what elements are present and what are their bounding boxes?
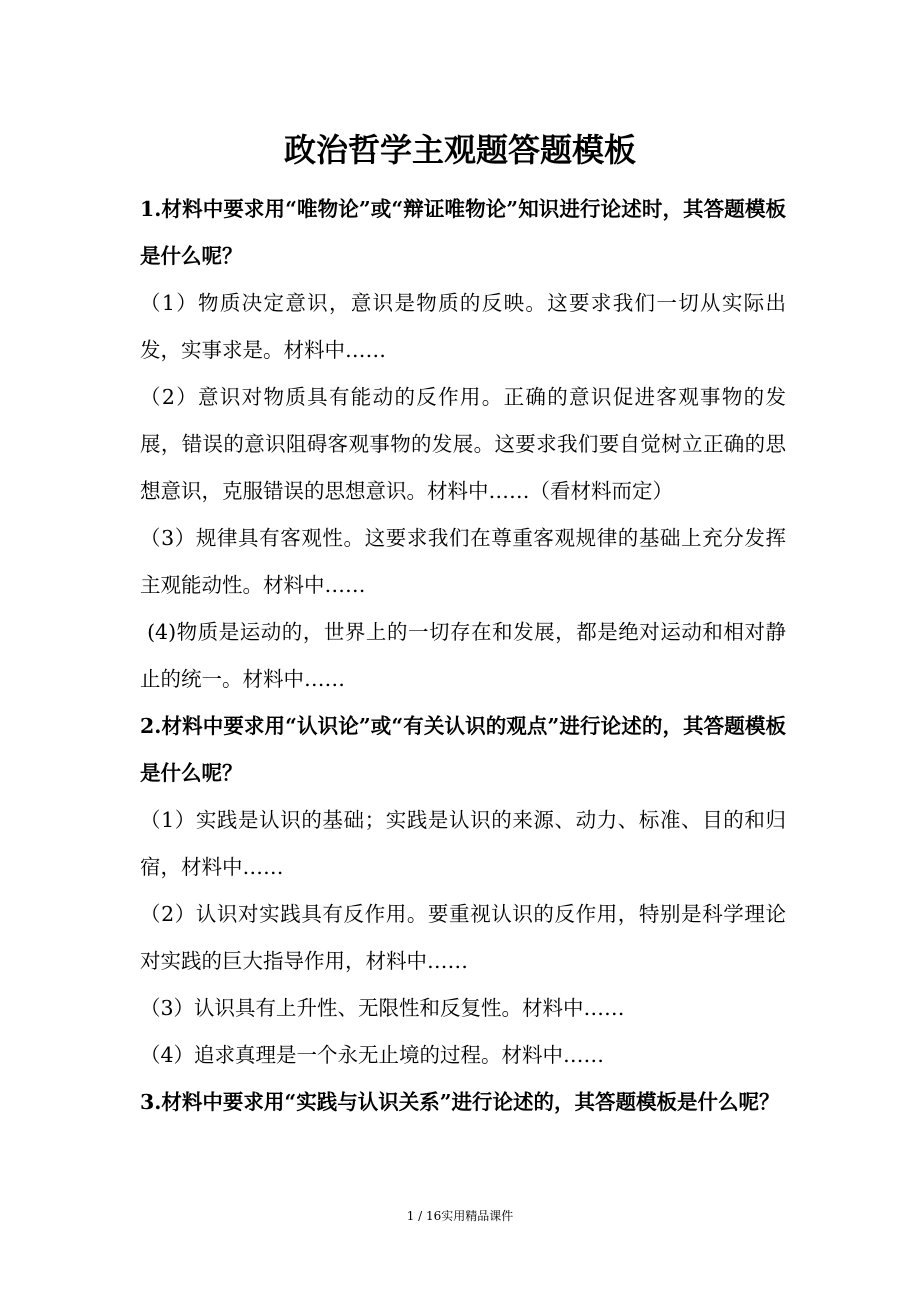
document-title: 政治哲学主观题答题模板	[283, 131, 636, 169]
answer-2-4: （4）追求真理是一个永无止境的过程。材料中……	[140, 1043, 605, 1067]
answer-1-4: (4)物质是运动的，世界上的一切存在和发展，都是绝对运动和相对静止的统一。材料中……	[140, 620, 786, 691]
answer-1-2: （2）意识对物质具有能动的反作用。正确的意识促进客观事物的发展，错误的意识阻碍客观事物的发展。这要求我们要自觉树立正确的思想意识，克服错误的思想意识。材料中……（看材料而定）	[140, 385, 786, 503]
answer-1-1: （1）物质决定意识，意识是物质的反映。这要求我们一切从实际出发，实事求是。材料中……	[140, 291, 786, 362]
question-1: 1.材料中要求用“唯物论”或“辩证唯物论”知识进行论述时，其答题模板是什么呢？	[140, 197, 786, 268]
question-2: 2.材料中要求用“认识论”或“有关认识的观点”进行论述的，其答题模板是什么呢？	[140, 714, 786, 785]
answer-2-3: （3）认识具有上升性、无限性和反复性。材料中……	[140, 996, 625, 1020]
question-3: 3.材料中要求用“实践与认识关系”进行论述的，其答题模板是什么呢？	[140, 1090, 780, 1114]
answer-2-2: （2）认识对实践具有反作用。要重视认识的反作用，特别是科学理论对实践的巨大指导作用，材料中……	[140, 902, 786, 973]
answer-2-1: （1）实践是认识的基础；实践是认识的来源、动力、标准、目的和归宿，材料中……	[140, 808, 786, 879]
page-footer: 1 / 16实用精品课件	[406, 1209, 514, 1223]
answer-1-3: （3）规律具有客观性。这要求我们在尊重客观规律的基础上充分发挥主观能动性。材料中……	[140, 526, 786, 597]
document-body	[140, 186, 786, 1126]
